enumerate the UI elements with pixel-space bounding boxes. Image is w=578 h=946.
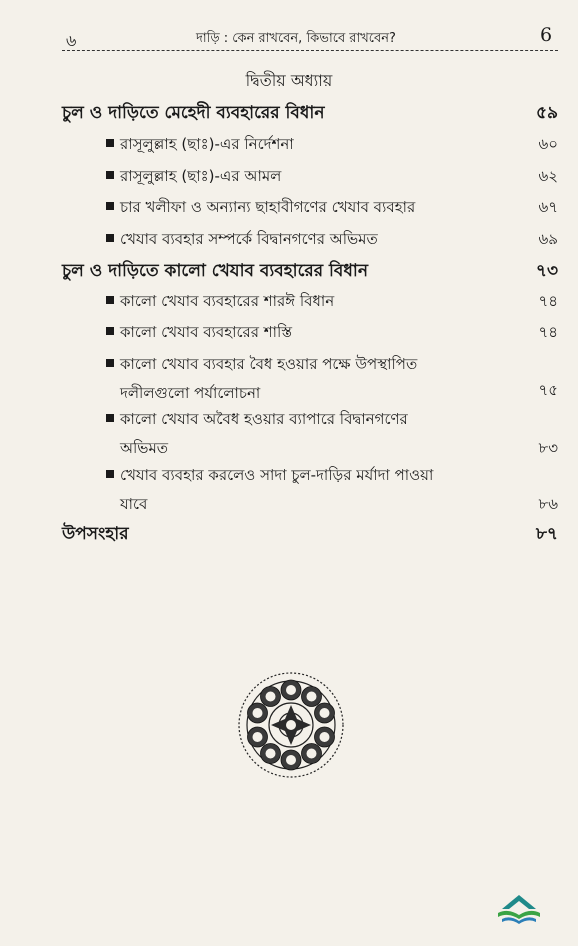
toc-entry-title-line-2: দলীলগুলো পর্যালোচনা [120, 384, 261, 402]
toc-entry-title: কালো খেযাব ব্যবহারের শারঈ বিধান [120, 292, 335, 310]
header-rule [62, 50, 558, 51]
running-header-title: দাড়ি : কেন রাখবেন, কিভাবে রাখবেন? [196, 31, 396, 46]
toc-entry-title: খেযাব ব্যবহার সম্পর্কে বিদ্বানগণের অভিমত [120, 230, 378, 248]
toc-subentry [62, 196, 558, 218]
toc-subentry [62, 353, 558, 405]
square-bullet-icon [106, 202, 114, 210]
toc-entry-page: ৭৪ [538, 323, 558, 341]
square-bullet-icon [106, 414, 114, 422]
toc-entry-page: ৭৩ [535, 261, 558, 281]
toc-entry-title-line-1: খেযাব ব্যবহার করলেও সাদা চুল-দাড়ির মর্যাদা পাওয়া [120, 466, 434, 484]
header-page-number-arabic: 6 [540, 24, 553, 46]
toc-entry-page: ৬২ [538, 167, 558, 185]
square-bullet-icon [106, 139, 114, 147]
toc-entry [62, 521, 558, 545]
toc-entry-page: ৮৭ [535, 524, 558, 544]
square-bullet-icon [106, 327, 114, 335]
toc-subentry [62, 321, 558, 343]
toc-entry-page: ৬৭ [538, 198, 558, 216]
toc-entry-page: ৬৯ [538, 230, 558, 248]
toc-entry-title: চুল ও দাড়িতে কালো খেযাব ব্যবহারের বিধান [62, 261, 368, 281]
toc-entry-title: উপসংহার [62, 524, 129, 544]
square-bullet-icon [106, 470, 114, 478]
toc-subentry [62, 228, 558, 250]
header-page-number-bengali: ৬ [66, 31, 77, 50]
toc-subentry [62, 290, 558, 312]
geometric-rosette-icon [236, 670, 346, 780]
toc-entry-page: ৭৫ [538, 381, 558, 399]
toc-entry-title: রাসূলুল্লাহ (ছাঃ)-এর আমল [120, 167, 282, 185]
square-bullet-icon [106, 171, 114, 179]
toc-subentry [62, 408, 558, 460]
toc-entry-title-line-2: অভিমত [120, 439, 169, 457]
toc-entry-title-line-2: যাবে [120, 495, 148, 513]
publisher-logo-icon [494, 893, 544, 927]
toc-entry-title: কালো খেযাব ব্যবহারের শাস্তি [120, 323, 293, 341]
toc-entry-page: ৬০ [538, 135, 558, 153]
square-bullet-icon [106, 234, 114, 242]
toc-entry-page: ৮৩ [538, 439, 558, 457]
toc-entry-title: চার খলীফা ও অন্যান্য ছাহাবীগণের খেযাব ব্যবহার [120, 198, 416, 216]
toc-entry-title: চুল ও দাড়িতে মেহেদী ব্যবহারের বিধান [62, 103, 325, 123]
toc-entry [62, 258, 558, 282]
square-bullet-icon [106, 296, 114, 304]
toc-subentry [62, 464, 558, 516]
square-bullet-icon [106, 359, 114, 367]
toc-entry [62, 100, 558, 124]
toc-subentry [62, 133, 558, 155]
chapter-title: দ্বিতীয় অধ্যায় [245, 71, 333, 90]
toc-entry-page: ৮৬ [538, 495, 558, 513]
toc-entry-page: ৫৯ [535, 103, 558, 123]
toc-entry-page: ৭৪ [538, 292, 558, 310]
toc-entry-title-line-1: কালো খেযাব অবৈধ হওয়ার ব্যাপারে বিদ্বানগণের [120, 410, 408, 428]
toc-entry-title: রাসূলুল্লাহ (ছাঃ)-এর নির্দেশনা [120, 135, 294, 153]
toc-subentry [62, 165, 558, 187]
toc-entry-title-line-1: কালো খেযাব ব্যবহার বৈধ হওয়ার পক্ষে উপস্থাপিত [120, 355, 418, 373]
